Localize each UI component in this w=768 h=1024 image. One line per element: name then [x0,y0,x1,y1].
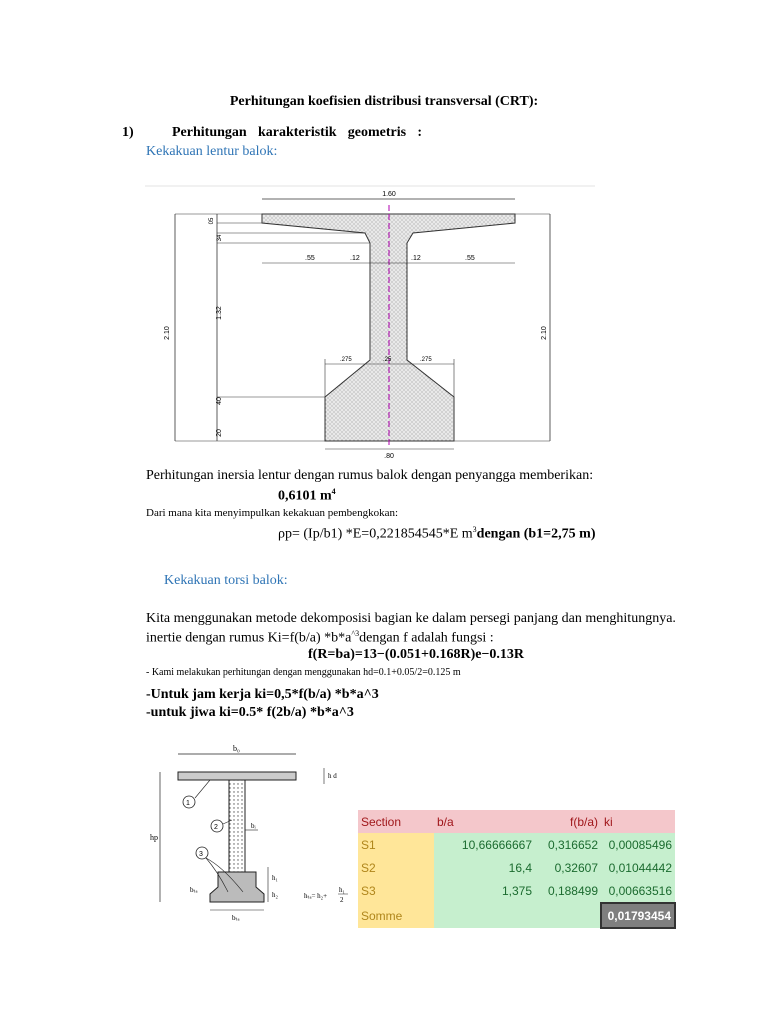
circle-2: 2 [214,824,218,831]
circle-1: 1 [186,800,190,807]
dim-base-height: 20 [216,429,223,437]
section-number: 1) [122,125,134,140]
cell-f: 0,32607 [535,856,601,879]
header-ki: ki [601,810,675,833]
dim-wing-right: .55 [465,255,475,262]
label-frac-den: 2 [340,896,344,904]
dim-bulb-mid: .25 [383,357,392,363]
label-hd: h d [328,772,337,780]
table-total-row [358,903,675,928]
page-title: Perhitungan koefisien distribusi transversal (CRT): [229,94,539,109]
decomposition-figure [148,742,358,932]
cell-total-value: 0,01793454 [601,903,675,928]
label-frac-num: h₁ [339,886,345,894]
paragraph-method-line1: Kita menggunakan metode dekomposisi bagian ke dalam persegi panjang dan menghitungnya. [146,611,676,626]
label-bi: bᵢ [251,822,256,830]
cell-b-over-a: 16,4 [434,856,535,879]
dim-height-left: 2.10 [164,326,171,340]
label-bta-left: bₜₐ [190,886,198,894]
cell-section: S3 [358,879,434,903]
rho-formula: ρp= (Ip/b1) *E=0,221854545*E $m^3dengan$ (b1=2,75 m) [278,525,596,542]
heading-word-2: karakteristik [257,125,337,140]
subtitle-bending-stiffness: Kekakuan lentur balok: [146,144,278,159]
heading-word-3: geometris [347,125,407,140]
paragraph-conclusion: Dari mana kita menyimpulkan kekakuan pembengkokan: [146,507,399,519]
rule-working-hours: -Untuk jam kerja ki=0,5*f(b/a) *b*a^3 [146,687,379,702]
dim-web-left: .12 [350,255,360,262]
paragraph-method-line2: inertie dengan rumus Ki=f(b/a) $*b*a^{\^{}3}dengan$ f adalah fungsi : [146,629,494,646]
dim-bulb-right: .275 [420,357,432,363]
dim-bulb-left: .275 [340,357,352,363]
heading-word-1: Perhitungan [172,125,247,140]
cell-ki: 0,00085496 [601,833,675,856]
cell-empty [434,903,535,928]
header-f: f(b/a) [535,810,601,833]
table-row [358,879,675,903]
heading-word-4: : [417,125,422,140]
label-h1: h₁ [272,874,278,882]
dim-height-right: 2.10 [541,326,548,340]
label-hp: hp [150,833,158,842]
formula-f: f(R=ba)=13−(0.051+0.168R)e−0.13R [308,647,525,662]
cell-section: S1 [358,833,434,856]
cell-ki: 0,00663516 [601,879,675,903]
cell-empty [535,903,601,928]
beam-cross-section-figure [145,183,595,468]
table-row [358,833,675,856]
label-bta-bottom: bₜₐ [232,914,240,922]
cell-total-label: Somme [358,903,434,928]
cell-ki: 0,01044442 [601,856,675,879]
cell-section: S2 [358,856,434,879]
cell-f: 0,316652 [535,833,601,856]
dim-wing-left: .55 [305,255,315,262]
inertia-value: 0,6101 $m^4$ [278,487,336,504]
cell-f: 0,188499 [535,879,601,903]
table-header-row [358,810,675,833]
ki-results-table [358,810,676,929]
dim-base-width: .80 [384,453,394,460]
label-b0: b₀ [233,744,240,753]
label-h2: h₂ [272,891,278,899]
dim-top-width: 1.60 [382,191,396,198]
subtitle-torsion-stiffness: Kekakuan torsi balok: [164,573,288,588]
label-hta-formula: hₜₐ= h₂+ [304,892,328,900]
dim-flange-t2: 34 [217,234,223,242]
paragraph-inertia: Perhitungan inersia lentur dengan rumus balok dengan penyangga memberikan: [146,468,594,483]
rule-soul: -untuk jiwa ki=0.5* f(2b/a) *b*a^3 [146,705,354,720]
header-section: Section [358,810,434,833]
cell-b-over-a: 10,66666667 [434,833,535,856]
header-b-over-a: b/a [434,810,535,833]
dim-flange-t1: 05 [209,217,215,225]
dim-bulb-height: 40 [216,397,223,405]
dim-web-right: .12 [411,255,421,262]
dim-web-height: 1.32 [216,306,223,320]
table-row [358,856,675,879]
circle-3: 3 [199,851,203,858]
note-hd: - Kami melakukan perhitungan dengan menggunakan hd=0.1+0.05/2=0.125 m [146,667,461,678]
cell-b-over-a: 1,375 [434,879,535,903]
section-1-heading [122,125,422,141]
